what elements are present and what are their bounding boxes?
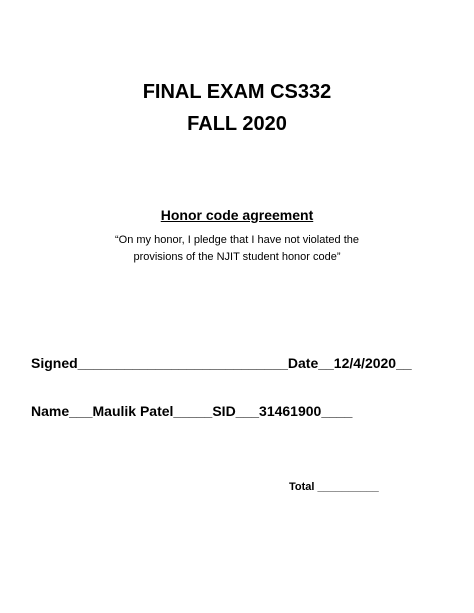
honor-code-heading: Honor code agreement	[160, 207, 314, 223]
exam-title: FINAL EXAM CS332	[142, 81, 332, 103]
honor-pledge-line-2: provisions of the NJIT student honor code”	[133, 251, 341, 263]
honor-pledge-line-1: “On my honor, I pledge that I have not violated the	[115, 234, 359, 246]
name-sid-line: Name___Maulik Patel_____SID___31461900____	[31, 403, 353, 419]
total-score-line: Total __________	[289, 481, 379, 493]
exam-term: FALL 2020	[187, 113, 287, 135]
signed-date-line: Signed___________________________Date__12/4/2020__	[31, 355, 412, 371]
